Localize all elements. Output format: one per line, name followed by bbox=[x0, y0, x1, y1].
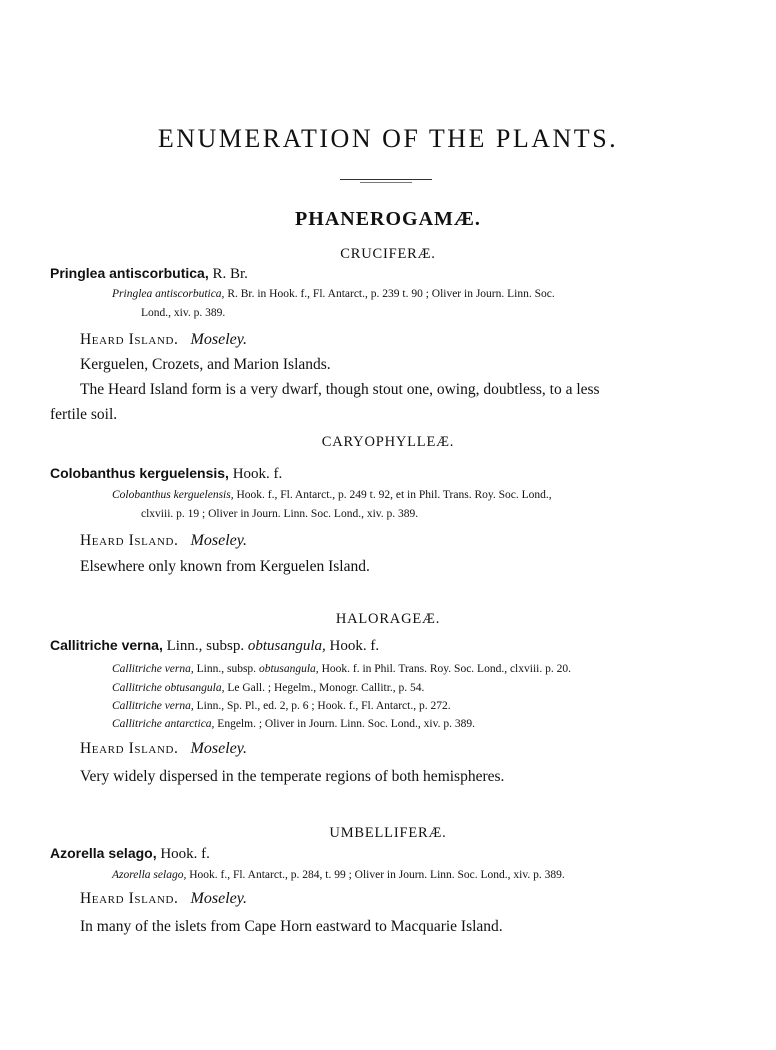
reference-taxon: Azorella selago, bbox=[112, 869, 187, 881]
locality-line bbox=[80, 740, 247, 758]
species-entry-callitriche bbox=[50, 637, 379, 655]
locality-line bbox=[80, 331, 247, 349]
locality-line bbox=[80, 890, 247, 908]
subspecies-name: obtusangula, bbox=[247, 638, 326, 654]
distribution-text: Kerguelen, Crozets, and Marion Islands. bbox=[80, 356, 331, 373]
locality: Heard Island. bbox=[80, 740, 179, 757]
family-heading-caryophylleae: CARYOPHYLLEÆ. bbox=[321, 434, 455, 450]
reference-continuation: Lond., xiv. p. 389. bbox=[141, 307, 226, 319]
reference-line bbox=[112, 697, 451, 716]
family-heading-umbelliferae: UMBELLIFERÆ. bbox=[329, 825, 447, 841]
subspecies-author: Hook. f. bbox=[329, 638, 380, 654]
distribution-text: Elsewhere only known from Kerguelen Island. bbox=[80, 558, 370, 575]
family-heading-cruciferae: CRUCIFERÆ. bbox=[340, 246, 436, 262]
collector: Moseley. bbox=[190, 740, 247, 757]
title-rule-lower bbox=[360, 182, 412, 183]
note-text-continuation: fertile soil. bbox=[50, 406, 118, 423]
species-entry-azorella bbox=[50, 845, 210, 863]
reference-line bbox=[112, 486, 552, 505]
species-author: Hook. f. bbox=[160, 846, 210, 862]
reference-continuation: clxviii. p. 19 ; Oliver in Journ. Linn. Soc. Lond., xiv. p. 389. bbox=[141, 508, 419, 520]
distribution-text: In many of the islets from Cape Horn eastward to Macquarie Island. bbox=[80, 918, 503, 935]
reference-line bbox=[112, 866, 565, 885]
reference-text: Hook. f., Fl. Antarct., p. 249 t. 92, et in Phil. Trans. Roy. Soc. Lond., bbox=[233, 489, 552, 501]
locality: Heard Island. bbox=[80, 532, 179, 549]
species-entry-pringlea bbox=[50, 265, 248, 283]
reference-taxon: Callitriche verna, bbox=[112, 663, 194, 675]
reference-taxon: Pringlea antiscorbutica, bbox=[112, 288, 225, 300]
reference-line bbox=[112, 679, 424, 698]
species-author: Linn., subsp. bbox=[166, 638, 245, 654]
reference-text: Linn., subsp. bbox=[193, 663, 259, 675]
reference-text: Engelm. ; Oliver in Journ. Linn. Soc. Lond., xiv. p. 389. bbox=[214, 718, 475, 730]
page-title: ENUMERATION OF THE PLANTS. bbox=[157, 124, 619, 153]
reference-subspecies: obtusangula, bbox=[258, 663, 319, 675]
reference-taxon: Callitriche antarctica, bbox=[112, 718, 215, 730]
species-name: Pringlea antiscorbutica, bbox=[50, 265, 209, 281]
collector: Moseley. bbox=[190, 890, 247, 907]
reference-text: R. Br. in Hook. f., Fl. Antarct., p. 239 t. 90 ; Oliver in Journ. Linn. Soc. bbox=[224, 288, 555, 300]
reference-line bbox=[112, 660, 571, 679]
reference-text: Le Gall. ; Hegelm., Monogr. Callitr., p. 54. bbox=[224, 682, 425, 694]
note-text: The Heard Island form is a very dwarf, though stout one, owing, doubtless, to a less bbox=[80, 381, 600, 398]
distribution-text: Very widely dispersed in the temperate regions of both hemispheres. bbox=[80, 768, 505, 785]
species-name: Azorella selago, bbox=[50, 845, 157, 861]
title-rule bbox=[340, 179, 432, 180]
locality: Heard Island. bbox=[80, 331, 179, 348]
species-name: Colobanthus kerguelensis, bbox=[50, 465, 229, 481]
family-heading-halorageae: HALORAGEÆ. bbox=[335, 611, 441, 627]
species-author: R. Br. bbox=[212, 266, 248, 282]
species-author: Hook. f. bbox=[232, 466, 283, 482]
reference-text: Hook. f. in Phil. Trans. Roy. Soc. Lond., clxviii. p. 20. bbox=[318, 663, 571, 675]
collector: Moseley. bbox=[190, 532, 247, 549]
collector: Moseley. bbox=[190, 331, 247, 348]
reference-line bbox=[112, 285, 555, 304]
division-heading: PHANEROGAMÆ. bbox=[295, 208, 481, 230]
reference-line bbox=[112, 715, 475, 734]
locality-line bbox=[80, 532, 247, 550]
reference-taxon: Callitriche obtusangula, bbox=[112, 682, 225, 694]
reference-taxon: Colobanthus kerguelensis, bbox=[112, 489, 234, 501]
reference-text: Linn., Sp. Pl., ed. 2, p. 6 ; Hook. f., Fl. Antarct., p. 272. bbox=[193, 700, 451, 712]
reference-taxon: Callitriche verna, bbox=[112, 700, 194, 712]
species-name: Callitriche verna, bbox=[50, 637, 163, 653]
locality: Heard Island. bbox=[80, 890, 179, 907]
reference-text: Hook. f., Fl. Antarct., p. 284, t. 99 ; Oliver in Journ. Linn. Soc. Lond., xiv. p. 389. bbox=[186, 869, 565, 881]
species-entry-colobanthus bbox=[50, 465, 282, 483]
